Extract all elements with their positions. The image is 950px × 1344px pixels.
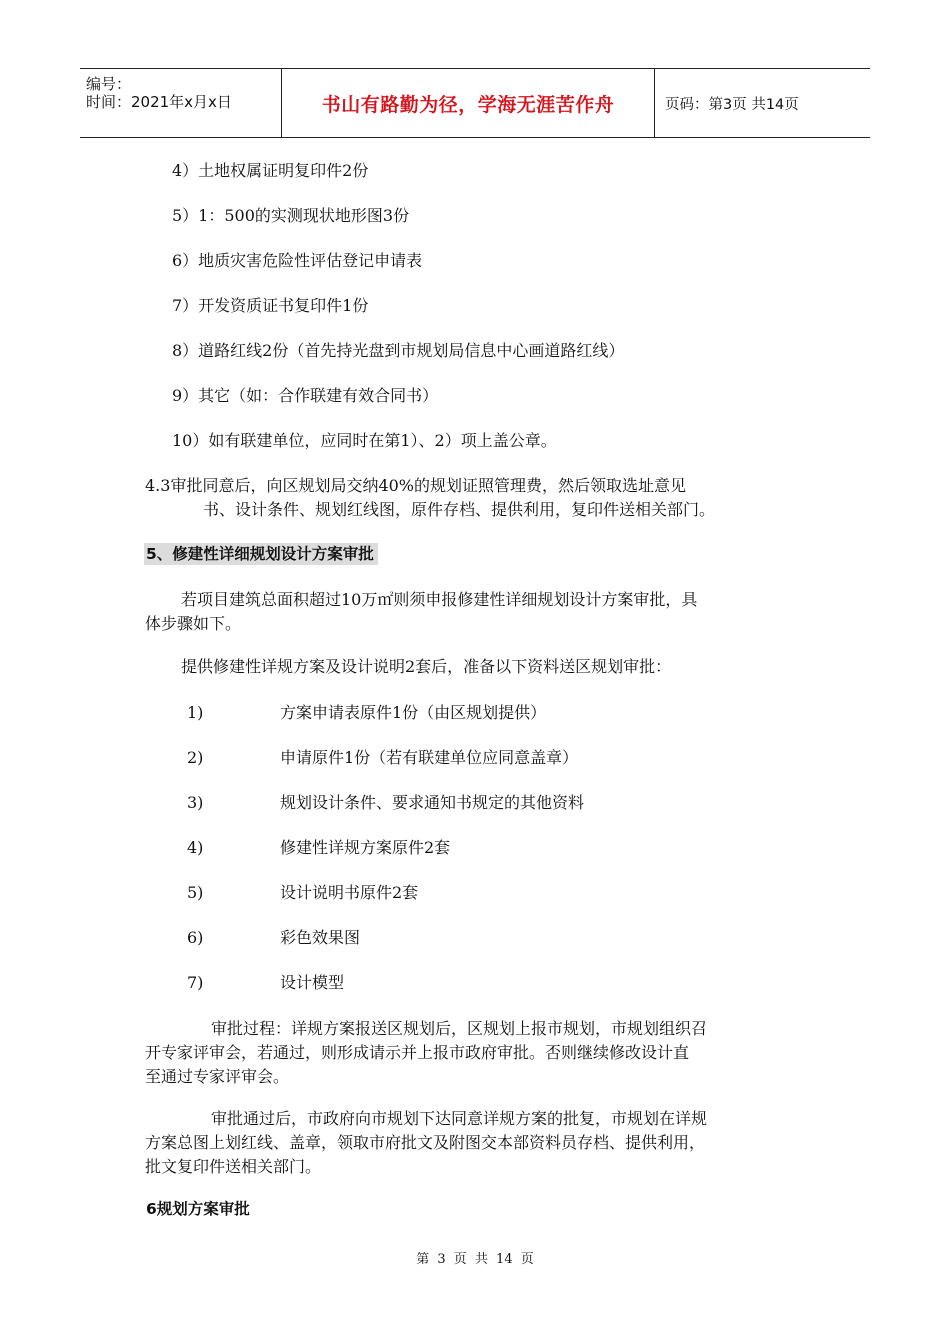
approved-paragraph-line3: 批文复印件送相关部门。 <box>145 1157 322 1176</box>
header-page-info: 页码：第3页 共14页 <box>665 96 799 113</box>
section-5-provide-text: 提供修建性详规方案及设计说明2套后，准备以下资料送区规划审批： <box>181 657 672 676</box>
document-time-label: 时间：2021年x月x日 <box>86 93 232 111</box>
item-number: 1) <box>187 703 204 722</box>
process-paragraph-line1: 审批过程：详规方案报送区规划后，区规划上报市规划，市规划组织召 <box>211 1019 708 1038</box>
process-paragraph-line3: 至通过专家评审会。 <box>145 1067 290 1086</box>
page-footer: 第 3 页 共 14 页 <box>416 1252 534 1267</box>
section-5-intro-line2: 体步骤如下。 <box>145 614 242 633</box>
page-header <box>80 68 870 138</box>
process-paragraph-line2: 开专家评审会，若通过，则形成请示并上报市政府审批。否则继续修改设计直 <box>145 1043 690 1062</box>
item-text: 设计说明书原件2套 <box>280 883 419 902</box>
header-left-cell <box>80 69 282 137</box>
paragraph-4-3-line1: 4.3审批同意后，向区规划局交纳40%的规划证照管理费，然后领取选址意见 <box>145 476 687 495</box>
item-text: 规划设计条件、要求通知书规定的其他资料 <box>280 793 585 812</box>
item-number: 5) <box>187 883 204 902</box>
header-page-cell <box>655 69 870 137</box>
item-text: 修建性详规方案原件2套 <box>280 838 451 857</box>
item-text: 设计模型 <box>280 973 345 992</box>
section-5-heading: 5、修建性详细规划设计方案审批 <box>144 543 378 565</box>
item-number: 7) <box>187 973 204 992</box>
header-motto-cell <box>282 69 655 137</box>
list-item: 6）地质灾害危险性评估登记申请表 <box>172 251 423 270</box>
item-number: 2) <box>187 748 204 767</box>
item-text: 方案申请表原件1份（由区规划提供） <box>280 703 547 722</box>
list-item: 5）1：500的实测现状地形图3份 <box>172 206 410 225</box>
item-number: 4) <box>187 838 204 857</box>
header-motto: 书山有路勤为径，学海无涯苦作舟 <box>321 93 615 116</box>
section-6-heading: 6规划方案审批 <box>146 1200 250 1218</box>
item-number: 3) <box>187 793 204 812</box>
approved-paragraph-line1: 审批通过后，市政府向市规划下达同意详规方案的批复，市规划在详规 <box>211 1109 708 1128</box>
item-text: 彩色效果图 <box>280 928 361 947</box>
list-item: 4）土地权属证明复印件2份 <box>172 161 369 180</box>
section-5-intro-line1: 若项目建筑总面积超过10万㎡则须申报修建性详细规划设计方案审批，具 <box>181 590 698 609</box>
paragraph-4-3-line2: 书、设计条件、规划红线图，原件存档、提供利用，复印件送相关部门。 <box>203 500 716 519</box>
list-item: 8）道路红线2份（首先持光盘到市规划局信息中心画道路红线） <box>172 341 625 360</box>
list-item: 10）如有联建单位，应同时在第1）、2）项上盖公章。 <box>172 431 557 450</box>
document-number-label: 编号： <box>86 75 132 93</box>
list-item: 9）其它（如：合作联建有效合同书） <box>172 386 439 405</box>
item-number: 6) <box>187 928 204 947</box>
approved-paragraph-line2: 方案总图上划红线、盖章，领取市府批文及附图交本部资料员存档、提供利用， <box>145 1133 706 1152</box>
item-text: 申请原件1份（若有联建单位应同意盖章） <box>280 748 579 767</box>
list-item: 7）开发资质证书复印件1份 <box>172 296 369 315</box>
